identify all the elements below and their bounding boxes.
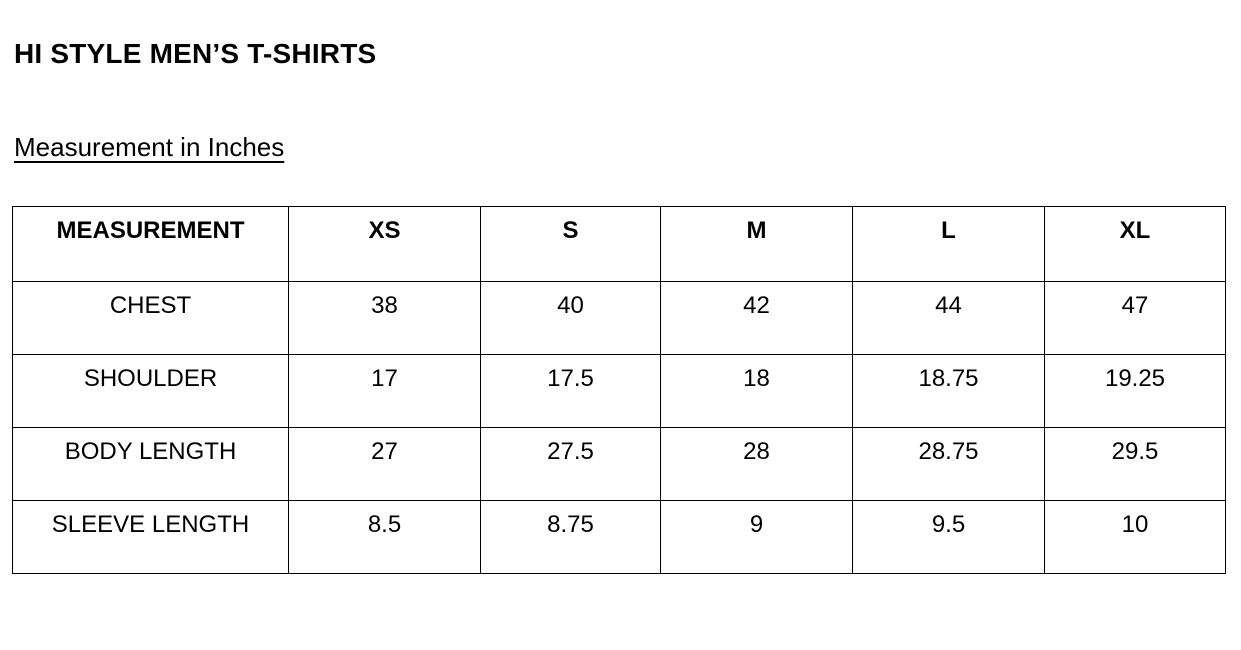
page-title: HI STYLE MEN’S T-SHIRTS bbox=[14, 38, 377, 69]
table-row-shoulder bbox=[13, 355, 1226, 428]
table-row-sleeve-length bbox=[13, 501, 1226, 574]
cell-shoulder-xs: 17 bbox=[289, 355, 481, 428]
cell-chest-xs: 38 bbox=[289, 282, 481, 355]
header-cell-l: L bbox=[853, 207, 1045, 282]
header-cell-measurement: MEASUREMENT bbox=[13, 207, 289, 282]
header-cell-xl: XL bbox=[1045, 207, 1226, 282]
cell-sleeve-length-xs: 8.5 bbox=[289, 501, 481, 574]
cell-chest-l: 44 bbox=[853, 282, 1045, 355]
cell-sleeve-length-m: 9 bbox=[661, 501, 853, 574]
cell-body-length-xl: 29.5 bbox=[1045, 428, 1226, 501]
cell-body-length-l: 28.75 bbox=[853, 428, 1045, 501]
header-cell-m: M bbox=[661, 207, 853, 282]
cell-body-length-xs: 27 bbox=[289, 428, 481, 501]
row-label-body-length: BODY LENGTH bbox=[13, 428, 289, 501]
row-label-sleeve-length: SLEEVE LENGTH bbox=[13, 501, 289, 574]
header-cell-s: S bbox=[481, 207, 661, 282]
cell-shoulder-m: 18 bbox=[661, 355, 853, 428]
row-label-chest: CHEST bbox=[13, 282, 289, 355]
cell-body-length-s: 27.5 bbox=[481, 428, 661, 501]
cell-chest-m: 42 bbox=[661, 282, 853, 355]
cell-sleeve-length-l: 9.5 bbox=[853, 501, 1045, 574]
measurement-unit-subtitle: Measurement in Inches bbox=[14, 132, 285, 162]
cell-body-length-m: 28 bbox=[661, 428, 853, 501]
cell-shoulder-l: 18.75 bbox=[853, 355, 1045, 428]
table-row-body-length bbox=[13, 428, 1226, 501]
cell-sleeve-length-s: 8.75 bbox=[481, 501, 661, 574]
size-chart-table bbox=[12, 206, 1226, 574]
cell-shoulder-xl: 19.25 bbox=[1045, 355, 1226, 428]
cell-sleeve-length-xl: 10 bbox=[1045, 501, 1226, 574]
cell-chest-s: 40 bbox=[481, 282, 661, 355]
table-header-row bbox=[13, 207, 1226, 282]
row-label-shoulder: SHOULDER bbox=[13, 355, 289, 428]
cell-shoulder-s: 17.5 bbox=[481, 355, 661, 428]
header-cell-xs: XS bbox=[289, 207, 481, 282]
cell-chest-xl: 47 bbox=[1045, 282, 1226, 355]
table-row-chest bbox=[13, 282, 1226, 355]
